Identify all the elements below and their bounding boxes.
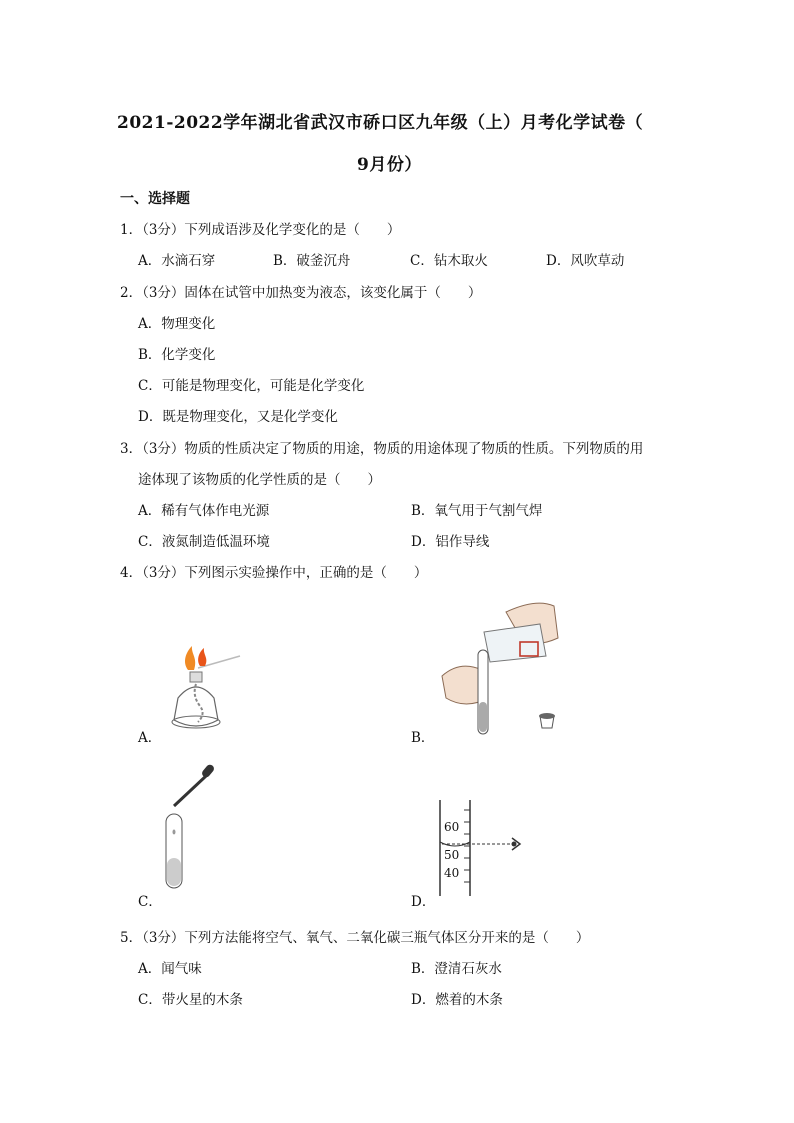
q3-option-b: B．氧气用于气割气焊 bbox=[411, 503, 543, 519]
q3-option-c: C．液氮制造低温环境 bbox=[138, 534, 270, 550]
q2-option-b: B．化学变化 bbox=[138, 347, 216, 363]
exam-title-line2: 9月份） bbox=[357, 155, 422, 175]
question-3-line2: 途体现了该物质的化学性质的是（ ） bbox=[138, 472, 381, 488]
exam-title-line1: 2021-2022学年湖北省武汉市硚口区九年级（上）月考化学试卷（ bbox=[117, 113, 644, 133]
question-5: 5．（3分）下列方法能将空气、氧气、二氧化碳三瓶气体区分开来的是（ ） bbox=[120, 930, 590, 946]
q4-option-d-label: D． bbox=[411, 894, 436, 910]
cylinder-tick-60: 60 bbox=[444, 820, 460, 834]
figure-b-pouring-liquid bbox=[436, 598, 576, 743]
question-3-line1: 3．（3分）物质的性质决定了物质的用途，物质的用途体现了物质的性质。下列物质的用 bbox=[120, 441, 644, 457]
figure-d-graduated-cylinder bbox=[436, 798, 536, 898]
q4-option-a-label: A． bbox=[138, 730, 162, 746]
figure-a-alcohol-lamp bbox=[158, 640, 248, 740]
question-2: 2．（3分）固体在试管中加热变为液态，该变化属于（ ） bbox=[120, 285, 482, 301]
cylinder-tick-40: 40 bbox=[444, 866, 460, 880]
q4-option-c-label: C． bbox=[138, 894, 162, 910]
q5-option-b: B．澄清石灰水 bbox=[411, 961, 502, 977]
q1-option-b: B．破釜沉舟 bbox=[273, 253, 351, 269]
q4-option-b-label: B． bbox=[411, 730, 435, 746]
q2-option-d: D．既是物理变化，又是化学变化 bbox=[138, 409, 338, 425]
figure-c-dropper bbox=[160, 762, 220, 892]
section-heading: 一、选择题 bbox=[120, 191, 190, 207]
q3-option-a: A．稀有气体作电光源 bbox=[138, 503, 270, 519]
cylinder-tick-50: 50 bbox=[444, 848, 460, 862]
q2-option-a: A．物理变化 bbox=[138, 316, 216, 332]
q1-option-c: C．钻木取火 bbox=[410, 253, 488, 269]
q5-option-c: C．带火星的木条 bbox=[138, 992, 243, 1008]
q1-option-a: A．水滴石穿 bbox=[138, 253, 216, 269]
question-1: 1．（3分）下列成语涉及化学变化的是（ ） bbox=[120, 222, 401, 238]
question-4: 4．（3分）下列图示实验操作中，正确的是（ ） bbox=[120, 565, 428, 581]
q3-option-d: D．铝作导线 bbox=[411, 534, 490, 550]
q5-option-a: A．闻气味 bbox=[138, 961, 202, 977]
q5-option-d: D．燃着的木条 bbox=[411, 992, 503, 1008]
q2-option-c: C．可能是物理变化，可能是化学变化 bbox=[138, 378, 365, 394]
q1-option-d: D．风吹草动 bbox=[546, 253, 625, 269]
